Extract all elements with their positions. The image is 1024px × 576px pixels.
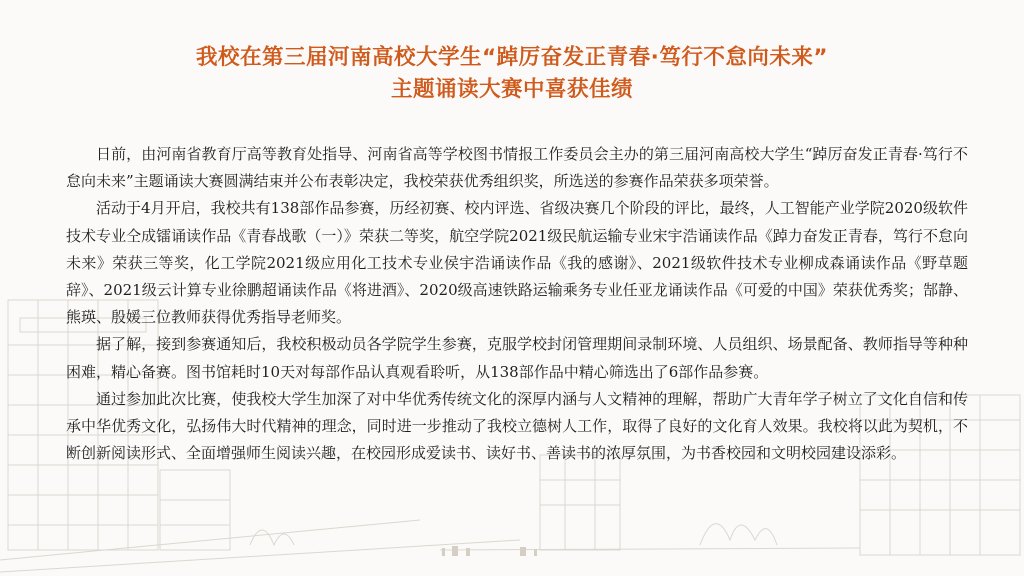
article-paragraph: 据了解，接到参赛通知后，我校积极动员各学院学生参赛，克服学校封闭管理期间录制环境、人员组织、场景配备、教师指导等种种困难，精心备赛。图书馆耗时10天对每部作品认真观看聆听，从138部作品中精心筛选出了6部作品参赛。	[66, 335, 968, 381]
article-body	[66, 141, 968, 467]
article-paragraph: 活动于4月开启，我校共有138部作品参赛，历经初赛、校内评选、省级决赛几个阶段的评比，最终，人工智能产业学院2020级软件技术专业仝成镭诵读作品《青春战歌（一）》荣获二等奖，航空学院2021级民航运输专业宋宇浩诵读作品《踔力奋发正青春，笃行不怠向未来》荣获三等奖，化工学院2021级应用化工技术专业侯宇浩诵读作品《我的感谢》、2021级软件技术专业柳成森诵读作品《野草题辞》、2021级云计算专业徐鹏超诵读作品《将进酒》、2020级高速铁路运输乘务专业任亚龙诵读作品《可爱的中国》荣获优秀奖；郜静、熊瑛、殷媛三位教师获得优秀指导老师奖。	[66, 199, 968, 327]
article-title-line-2: 主题诵读大赛中喜获佳绩	[390, 77, 633, 102]
article-paragraph: 通过参加此次比赛，使我校大学生加深了对中华优秀传统文化的深厚内涵与人文精神的理解，帮助广大青年学子树立了文化自信和传承中华优秀文化，弘扬伟大时代精神的理念，同时进一步推动了我校立德树人工作，取得了良好的文化育人效果。我校将以此为契机，不断创新阅读形式、全面增强师生阅读兴趣，在校园形成爱读书、读好书、善读书的浓厚氛围，为书香校园和文明校园建设添彩。	[66, 389, 968, 463]
article-paragraph: 日前，由河南省教育厅高等教育处指导、河南省高等学校图书情报工作委员会主办的第三届河南高校大学生“踔厉奋发正青春·笃行不怠向未来”主题诵读大赛圆满结束并公布表彰决定，我校荣获优秀组织奖，所选送的参赛作品荣获多项荣誉。	[66, 145, 968, 191]
article-title-line-1: 我校在第三届河南高校大学生“踔厉奋发正青春·笃行不怠向未来”	[196, 45, 828, 70]
